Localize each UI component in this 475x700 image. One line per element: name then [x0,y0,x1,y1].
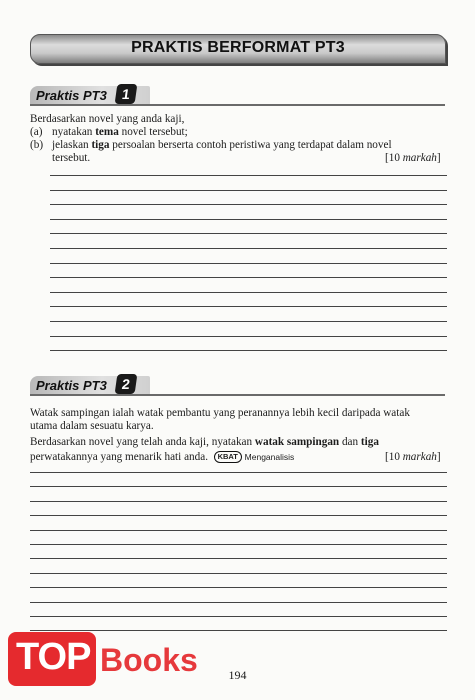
section-1-marks: [10 markah] [385,152,441,164]
title-banner [30,34,446,64]
answer-line [50,350,447,351]
section-2-line-2: utama dalam sesuatu karya. [30,420,154,432]
answer-line [50,321,447,322]
section-1-header [30,86,445,106]
section-1-answer-lines [50,175,447,365]
kbat-badge: KBAT [214,451,242,463]
answer-line [30,616,447,617]
answer-line [30,486,447,487]
section-2-underline [30,394,445,396]
answer-line [50,219,447,220]
section-2-marks: [10 markah] [385,451,441,463]
page-number: 194 [228,668,247,682]
answer-line [30,573,447,574]
answer-line [50,306,447,307]
section-1-item-b-marker: (b) [30,139,44,151]
section-1-intro: Berdasarkan novel yang anda kaji, [30,113,185,125]
answer-line [50,277,447,278]
section-2-line-4: perwatakannya yang menarik hati anda. KBAT Menganalisis [30,451,295,463]
kbat-skill-label: Menganalisis [244,452,295,462]
section-2-label: Praktis PT3 [36,378,107,393]
section-1-label: Praktis PT3 [36,88,107,103]
section-1-underline [30,104,445,106]
answer-line [50,292,447,293]
page-title: PRAKTIS BERFORMAT PT3 [131,39,345,56]
watermark-books-text: Books [100,642,198,678]
answer-line [30,602,447,603]
answer-line [30,501,447,502]
section-1-item-a-marker: (a) [30,126,43,138]
section-1-item-b-continued: tersebut. [52,152,91,164]
section-1-number-badge: 1 [115,84,138,104]
answer-line [30,530,447,531]
section-2-answer-lines [30,472,447,645]
section-2-header [30,376,445,396]
answer-line [30,587,447,588]
section-2-line-1: Watak sampingan ialah watak pembantu yang peranannya lebih kecil daripada watak [30,407,410,419]
answer-line [50,263,447,264]
section-1-item-b: jelaskan tiga persoalan berserta contoh peristiwa yang terdapat dalam novel [52,139,392,151]
section-2-line-3: Berdasarkan novel yang telah anda kaji, nyatakan watak sampingan dan tiga [30,436,379,448]
answer-line [50,175,447,176]
watermark-top-text: TOP [16,636,91,678]
answer-line [50,248,447,249]
answer-line [50,204,447,205]
answer-line [50,336,447,337]
answer-line [30,558,447,559]
answer-line [30,472,447,473]
answer-line [50,233,447,234]
section-2-number-badge: 2 [115,374,138,394]
answer-line [30,515,447,516]
topbooks-watermark-logo [8,628,198,692]
answer-line [30,544,447,545]
section-1-item-a: nyatakan tema novel tersebut; [52,126,188,138]
answer-line [50,190,447,191]
